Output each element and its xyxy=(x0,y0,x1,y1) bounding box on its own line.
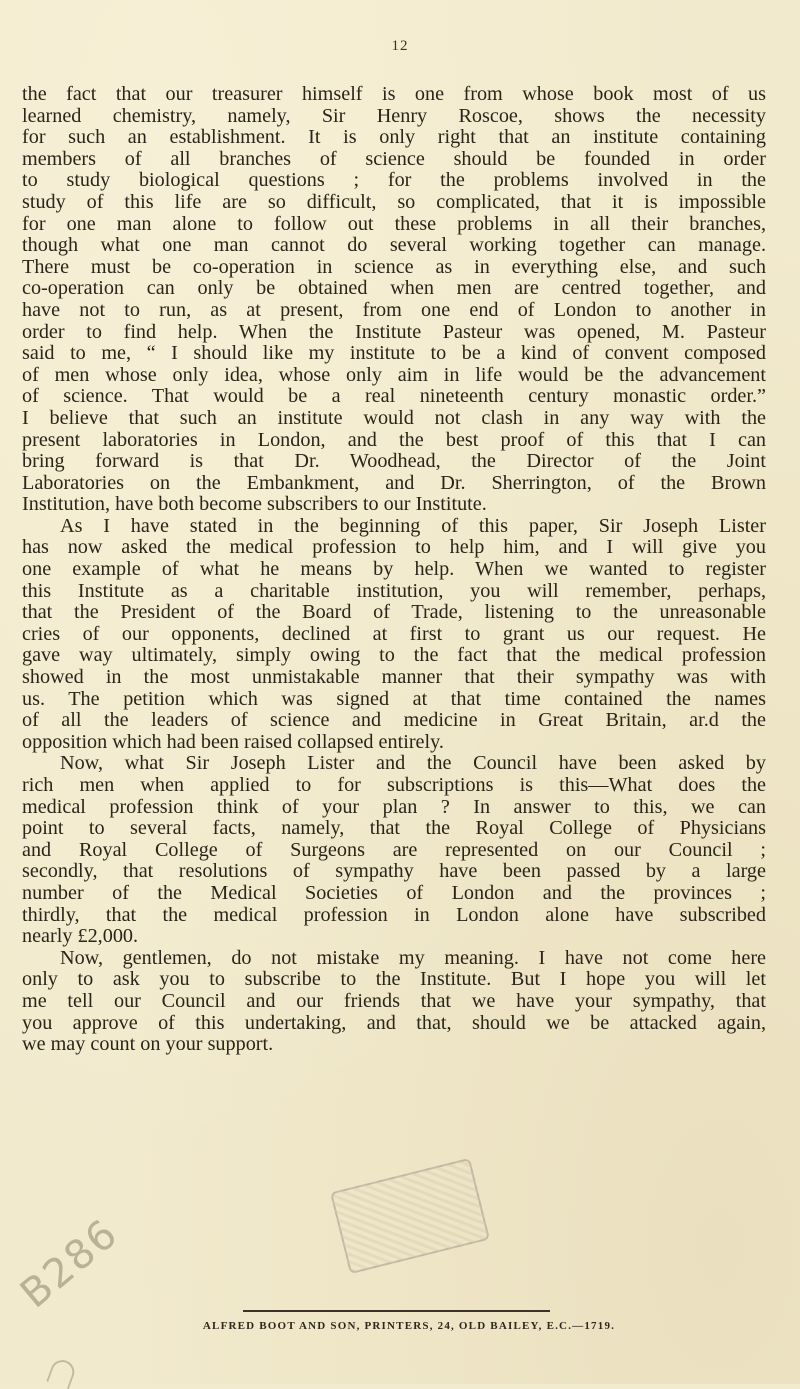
text-line: of men whose only idea, whose only aim in life would be the advancement xyxy=(22,363,766,386)
text-line: Institution, have both become subscribers to our Institute. xyxy=(22,493,487,516)
text-line: though what one man cannot do several working together can manage. xyxy=(22,234,766,257)
library-stamp xyxy=(330,1158,490,1274)
text-line: order to find help. When the Institute Pasteur was opened, M. Pasteur xyxy=(22,320,766,343)
text-line: As I have stated in the beginning of this paper, Sir Joseph Lister xyxy=(60,514,766,537)
text-line: us. The petition which was signed at that time contained the names xyxy=(22,687,766,710)
text-line: learned chemistry, namely, Sir Henry Roscoe, shows the necessity xyxy=(22,104,766,127)
text-line: and Royal College of Surgeons are represented on our Council ; xyxy=(22,838,766,861)
text-line: number of the Medical Societies of London and the provinces ; xyxy=(22,881,766,904)
text-line: There must be co-operation in science as in everything else, and such xyxy=(22,255,766,278)
page-number: 12 xyxy=(391,38,409,54)
text-line: bring forward is that Dr. Woodhead, the Director of the Joint xyxy=(22,450,766,473)
text-line: me tell our Council and our friends that we have your sympathy, that xyxy=(22,989,766,1012)
text-line: rich men when applied to for subscriptions is this—What does the xyxy=(22,774,766,796)
text-line: cries of our opponents, declined at first to grant us our request. He xyxy=(22,622,766,645)
text-line: secondly, that resolutions of sympathy have been passed by a large xyxy=(22,860,766,883)
pencil-shelfmark: B286 xyxy=(12,1210,128,1318)
text-line: you approve of this undertaking, and that, should we be attacked again, xyxy=(22,1011,766,1034)
body-text xyxy=(22,84,766,1056)
text-line: co-operation can only be obtained when men are centred together, and xyxy=(22,277,766,300)
text-line: members of all branches of science should be founded in order xyxy=(22,147,766,170)
text-line: we may count on your support. xyxy=(22,1033,274,1056)
text-line: present laboratories in London, and the best proof of this that I can xyxy=(22,428,766,451)
text-line: the fact that our treasurer himself is one from whose book most of us xyxy=(22,83,766,105)
text-line: for such an establishment. It is only right that an institute containing xyxy=(22,126,766,149)
text-line: has now asked the medical profession to help him, and I will give you xyxy=(22,536,766,559)
text-line: of science. That would be a real nineteenth century monastic order.” xyxy=(22,385,766,408)
text-line: study of this life are so difficult, so complicated, that it is impossible xyxy=(22,190,766,213)
text-line: of all the leaders of science and medicine in Great Britain, ar.d the xyxy=(22,709,766,732)
text-line: thirdly, that the medical profession in London alone have subscribed xyxy=(22,903,766,926)
text-line: I believe that such an institute would not clash in any way with the xyxy=(22,406,766,429)
text-line: Laboratories on the Embankment, and Dr. Sherrington, of the Brown xyxy=(22,471,766,494)
text-line: said to me, “ I should like my institute to be a kind of convent composed xyxy=(22,342,766,365)
text-line: only to ask you to subscribe to the Institute. But I hope you will let xyxy=(22,968,766,991)
pencil-scribble xyxy=(46,1357,77,1389)
footer-rule xyxy=(243,1310,550,1312)
text-line: point to several facts, namely, that the Royal College of Physicians xyxy=(22,817,766,840)
text-line: showed in the most unmistakable manner that their sympathy was with xyxy=(22,666,766,689)
text-line: have not to run, as at present, from one end of London to another in xyxy=(22,298,766,321)
text-line: opposition which had been raised collapsed entirely. xyxy=(22,730,444,753)
text-line: to study biological questions ; for the problems involved in the xyxy=(22,169,766,192)
text-line: that the President of the Board of Trade, listening to the unreasonable xyxy=(22,601,766,624)
text-line: for one man alone to follow out these problems in all their branches, xyxy=(22,212,766,235)
text-line: this Institute as a charitable institution, you will remember, perhaps, xyxy=(22,579,766,602)
text-line: Now, what Sir Joseph Lister and the Council have been asked by xyxy=(60,752,766,775)
text-line: medical profession think of your plan ? In answer to this, we can xyxy=(22,795,766,818)
text-line: gave way ultimately, simply owing to the fact that the medical profession xyxy=(22,644,766,667)
text-line: Now, gentlemen, do not mistake my meaning. I have not come here xyxy=(60,946,766,969)
text-line: nearly £2,000. xyxy=(22,925,139,948)
printer-imprint: ALFRED BOOT AND SON, PRINTERS, 24, OLD BAILEY, E.C.—1719. xyxy=(202,1320,616,1332)
text-line: one example of what he means by help. When we wanted to register xyxy=(22,558,766,581)
